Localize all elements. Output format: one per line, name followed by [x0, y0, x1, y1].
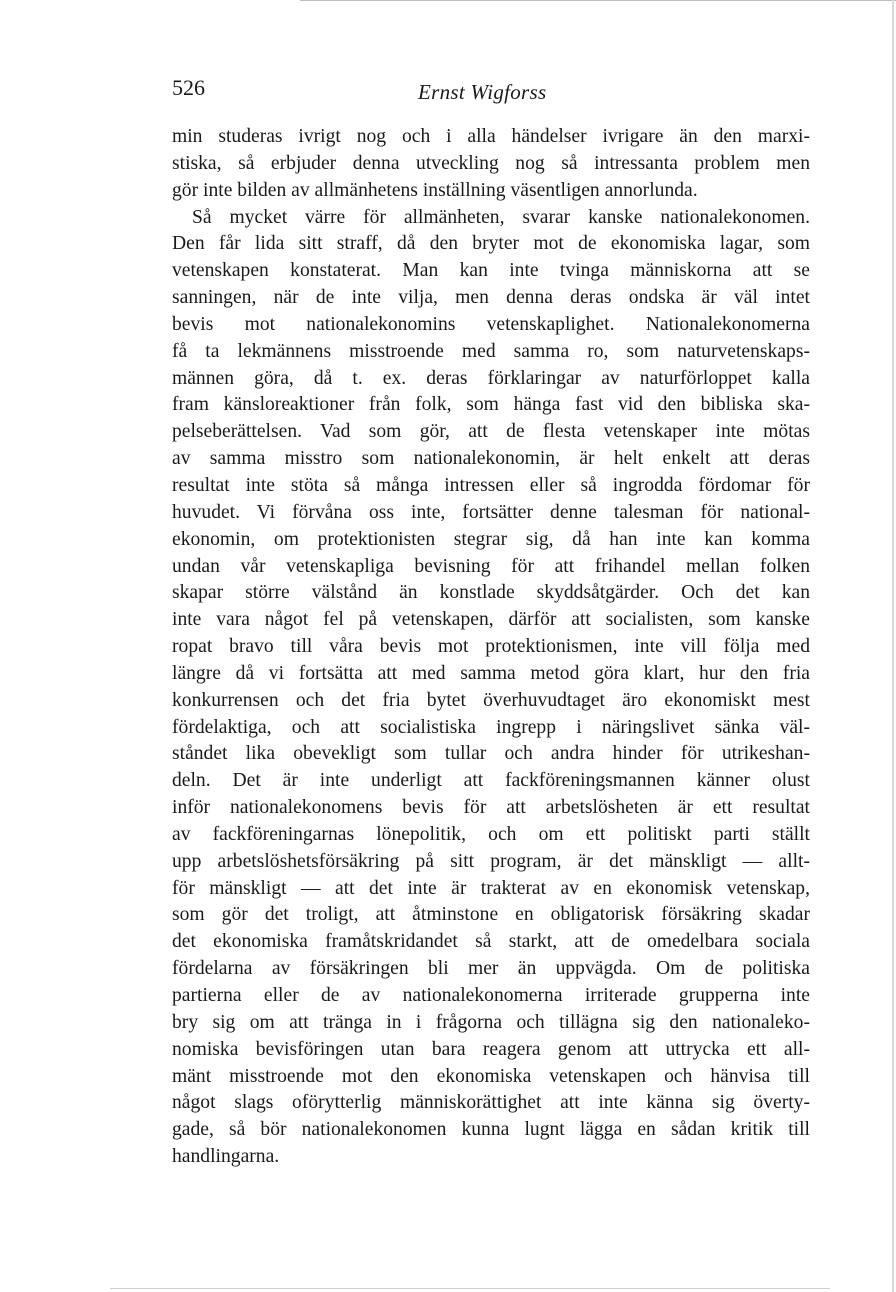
text-line: deln. Det är inte underligt att fackföreningsmannen känner olust [172, 770, 810, 792]
running-head-author: Ernst Wigforss [418, 80, 547, 104]
text-line: partierna eller de av nationalekonomerna irriterade grupperna inte [172, 985, 810, 1006]
text-line: fördelaktiga, och att socialistiska ingrepp i näringslivet sänka väl- [172, 716, 810, 738]
text-line: stiska, så erbjuder denna utveckling nog så intressanta problem men [172, 152, 810, 174]
text-line: inför nationalekonomens bevis för att arbetslösheten är ett resultat [172, 797, 810, 819]
text-line: männen göra, då t. ex. deras förklaringar av naturförloppet kalla [172, 367, 810, 389]
text-line: gade, så bör nationalekonomen kunna lugnt lägga en sådan kritik till [172, 1119, 810, 1141]
text-line: nomiska bevisföringen utan bara reagera genom att uttrycka ett all- [172, 1038, 810, 1060]
text-line: bry sig om att tränga in i frågorna och tillägna sig den nationaleko- [172, 1011, 810, 1033]
text-line: få ta lekmännens misstroende med samma ro, som naturvetenskaps- [172, 340, 810, 362]
text-line: längre då vi fortsätta att med samma metod göra klart, hur den fria [172, 662, 810, 684]
page-edge-shadow [892, 0, 894, 1292]
body-text [172, 124, 810, 1171]
text-line: av fackföreningarnas lönepolitik, och om ett politiskt parti ställt [172, 823, 810, 845]
text-line: skapar större välstånd än konstlade skyddsåtgärder. Och det kan [172, 582, 810, 604]
text-line: bevis mot nationalekonomins vetenskaplighet. Nationalekonomerna [172, 313, 810, 335]
text-line: fördelarna av försäkringen bli mer än uppvägda. Om de politiska [172, 958, 810, 980]
text-line: min studeras ivrigt nog och i alla händelser ivrigare än den marxi- [172, 126, 810, 147]
text-line: som gör det troligt, att åtminstone en obligatorisk försäkring skadar [172, 904, 810, 926]
paragraph-start-line: Så mycket värre för allmänheten, svarar kanske nationalekonomen. [192, 206, 810, 228]
text-line: fram känsloreaktioner från folk, som hänga fast vid den bibliska ska- [172, 394, 810, 416]
top-edge-rule [300, 0, 896, 1]
text-line: handlingarna. [172, 1146, 280, 1168]
text-line: ekonomin, om protektionisten stegrar sig, då han inte kan komma [172, 528, 810, 550]
text-line: konkurrensen och det fria bytet överhuvudtaget äro ekonomiskt mest [172, 689, 810, 711]
bottom-edge-rule [110, 1288, 830, 1289]
text-line: det ekonomiska framåtskridandet så starkt, att de omedelbara sociala [172, 931, 810, 953]
text-line: pelseberättelsen. Vad som gör, att de flesta vetenskaper inte mötas [172, 421, 810, 443]
text-line: mänt misstroende mot den ekonomiska vetenskapen och hänvisa till [172, 1065, 810, 1087]
text-line: vetenskapen konstaterat. Man kan inte tvinga människorna att se [172, 260, 810, 282]
text-line: av samma misstro som nationalekonomin, är helt enkelt att deras [172, 448, 810, 470]
text-line: undan vår vetenskapliga bevisning för att frihandel mellan folken [172, 555, 810, 577]
text-line: resultat inte stöta så många intressen eller så ingrodda fördomar för [172, 474, 810, 496]
page-number: 526 [172, 75, 205, 100]
text-line: Den får lida sitt straff, då den bryter mot de ekonomiska lagar, som [172, 233, 810, 255]
text-line: ståndet lika obevekligt som tullar och andra hinder för utrikeshan- [172, 743, 810, 765]
text-line: huvudet. Vi förvåna oss inte, fortsätter denne talesman för national- [172, 501, 810, 523]
text-line: något slags oförytterlig människorättighet att inte känna sig överty- [172, 1092, 810, 1114]
text-line: upp arbetslöshetsförsäkring på sitt program, är det mänskligt — allt- [172, 850, 810, 872]
text-line: inte vara något fel på vetenskapen, därför att socialisten, som kanske [172, 609, 810, 631]
text-line: ropat bravo till våra bevis mot protektionismen, inte vill följa med [172, 636, 810, 658]
text-line: gör inte bilden av allmänhetens inställning väsentligen annorlunda. [172, 179, 698, 201]
text-line: sanningen, när de inte vilja, men denna deras ondska är väl intet [172, 287, 810, 309]
text-line: för mänskligt — att det inte är trakterat av en ekonomisk vetenskap, [172, 877, 810, 899]
